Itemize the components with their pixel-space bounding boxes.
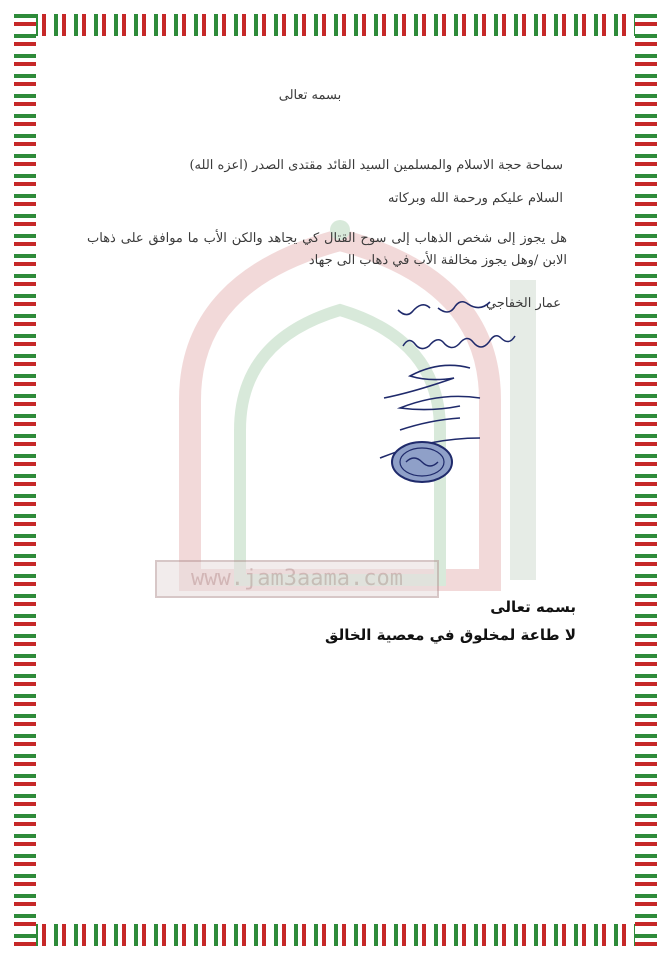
decorative-border-top [14, 14, 657, 36]
letter-question: هل يجوز إلى شخص الذهاب إلى سوح القتال كي يجاهد والكن الأب ما موافق على ذهاب الابن /وهل يجوز مخالفة الأب في ذهاب الى جهاد [87, 231, 567, 268]
reply-text: لا طاعة لمخلوق في معصية الخالق [325, 626, 576, 644]
handwritten-reply [390, 318, 520, 358]
letter-heading: بسمه تعالى [278, 88, 342, 103]
decorative-border-bottom [14, 924, 657, 946]
letter-sender: عمار الخفاجي [485, 296, 561, 311]
letter-greeting: السلام عليكم ورحمة الله وبركاته [387, 191, 563, 206]
decorative-border-right [635, 14, 657, 946]
reply-heading: بسمه تعالى [490, 598, 576, 616]
watermark-url: www.jam3aama.com [155, 560, 439, 598]
official-seal [390, 440, 454, 484]
letter-recipient: سماحة حجة الاسلام والمسلمين السيد القائد مقتدى الصدر (اعزه الله) [189, 158, 563, 173]
decorative-border-left [14, 14, 36, 946]
